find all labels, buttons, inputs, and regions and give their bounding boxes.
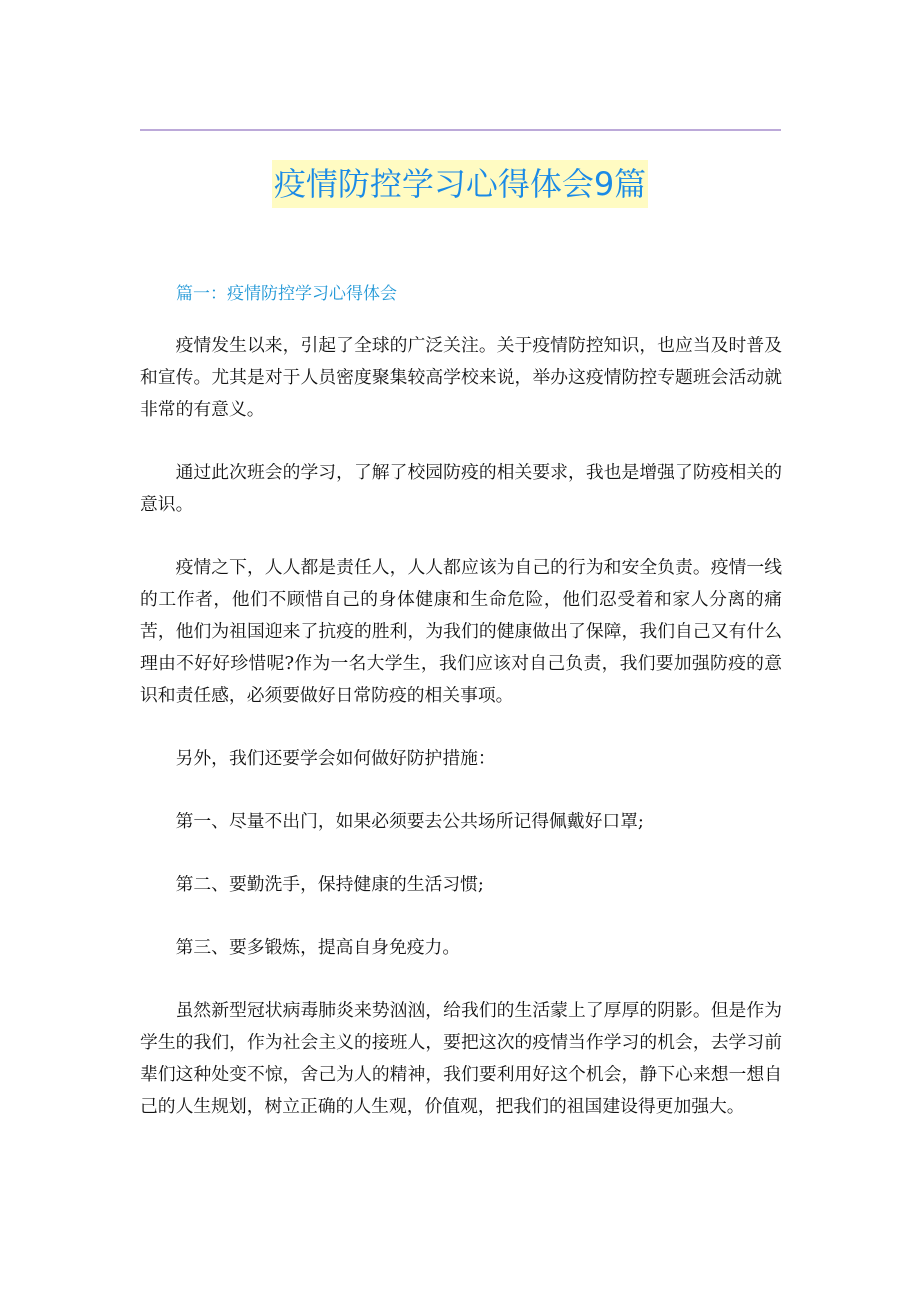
paragraph: 疫情之下，人人都是责任人，人人都应该为自己的行为和安全负责。疫情一线的工作者，他们不顾惜自己的身体健康和生命危险，他们忍受着和家人分离的痛苦，他们为祖国迎来了抗疫的胜利，为我们的健康做出了保障，我们自己又有什么理由不好好珍惜呢?作为一名大学生，我们应该对自己负责，我们要加强防疫的意识和责任感，必须要做好日常防疫的相关事项。: [140, 557, 782, 706]
paragraph: 虽然新型冠状病毒肺炎来势汹汹，给我们的生活蒙上了厚厚的阴影。但是作为学生的我们，作为社会主义的接班人，要把这次的疫情当作学习的机会，去学习前辈们这种处变不惊，舍己为人的精神，我们要利用好这个机会，静下心来想一想自己的人生规划，树立正确的人生观，价值观，把我们的祖国建设得更加强大。: [140, 1000, 782, 1117]
paragraph: 通过此次班会的学习，了解了校园防疫的相关要求，我也是增强了防疫相关的意识。: [140, 462, 782, 515]
paragraph: 第二、要勤洗手，保持健康的生活习惯;: [175, 874, 484, 895]
document-title: 疫情防控学习心得体会9篇: [272, 160, 648, 208]
title-container: [0, 160, 920, 208]
document-body: [140, 330, 782, 1154]
paragraph: 第三、要多锻炼，提高自身免疫力。: [175, 937, 461, 958]
paragraph: 另外，我们还要学会如何做好防护措施：: [175, 748, 496, 769]
paragraph: 疫情发生以来，引起了全球的广泛关注。关于疫情防控知识，也应当及时普及和宣传。尤其是对于人员密度聚集较高学校来说，举办这疫情防控专题班会活动就非常的有意义。: [140, 335, 782, 420]
header-divider: [140, 129, 781, 131]
paragraph: 第一、尽量不出门，如果必须要去公共场所记得佩戴好口罩;: [175, 811, 644, 832]
section-heading: 篇一：疫情防控学习心得体会: [176, 284, 397, 304]
